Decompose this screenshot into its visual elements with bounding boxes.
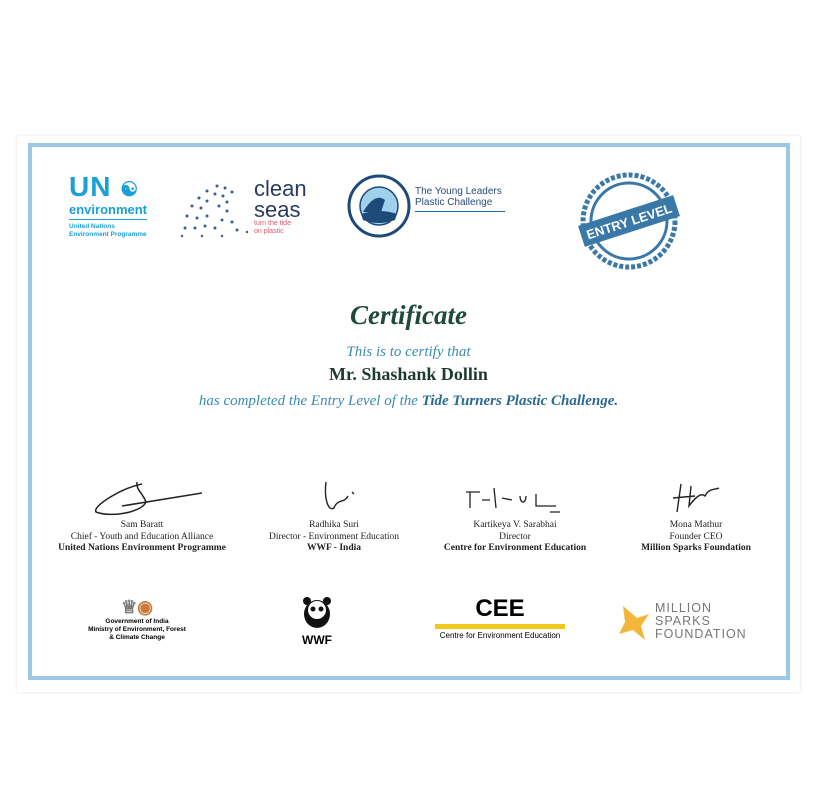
clean-seas-logo: clean seas turn the tide on plastic [254, 176, 307, 235]
plastic-tide-turners-badge-icon [347, 174, 411, 238]
signature-icon [661, 478, 731, 516]
signatory: Mona Mathur Founder CEO Million Sparks Foundation [611, 478, 781, 555]
un-environment-logo: UN ☯ environment United Nations Environment Programme [69, 171, 148, 238]
entry-level-stamp [577, 171, 682, 271]
signature-icon [82, 478, 202, 516]
signature-icon [304, 478, 364, 516]
certify-intro: This is to certify that [346, 344, 471, 360]
certificate [17, 136, 800, 692]
clean-seas-wave-icon [177, 176, 252, 241]
signatory: Radhika Suri Director - Environment Education WWF - India [249, 478, 419, 555]
recipient-name: Mr. Shashank Dollin [329, 364, 488, 384]
star-icon [615, 604, 651, 642]
goi-moefcc-logo: ♕◉ Government of India Ministry of Environment, Forest & Climate Change [88, 597, 186, 641]
certificate-title: Certificate [350, 300, 467, 330]
signature-icon [460, 478, 570, 516]
signatory: Kartikeya V. Sarabhai Director Centre for Environment Education [425, 478, 605, 555]
svg-text:ENTRY LEVEL: ENTRY LEVEL [584, 200, 674, 243]
wwf-logo: WWF [287, 596, 347, 647]
panda-icon [299, 596, 335, 628]
signatory: Sam Baratt Chief - Youth and Education Alliance United Nations Environment Programme [42, 478, 242, 555]
million-sparks-logo: MILLION SPARKS FOUNDATION [615, 602, 755, 641]
cee-logo: CEE Centre for Environment Education [435, 596, 565, 640]
young-leaders-label: The Young Leaders Plastic Challenge [415, 186, 505, 212]
completion-text: has completed the Entry Level of the Tide Turners Plastic Challenge. [198, 393, 619, 409]
